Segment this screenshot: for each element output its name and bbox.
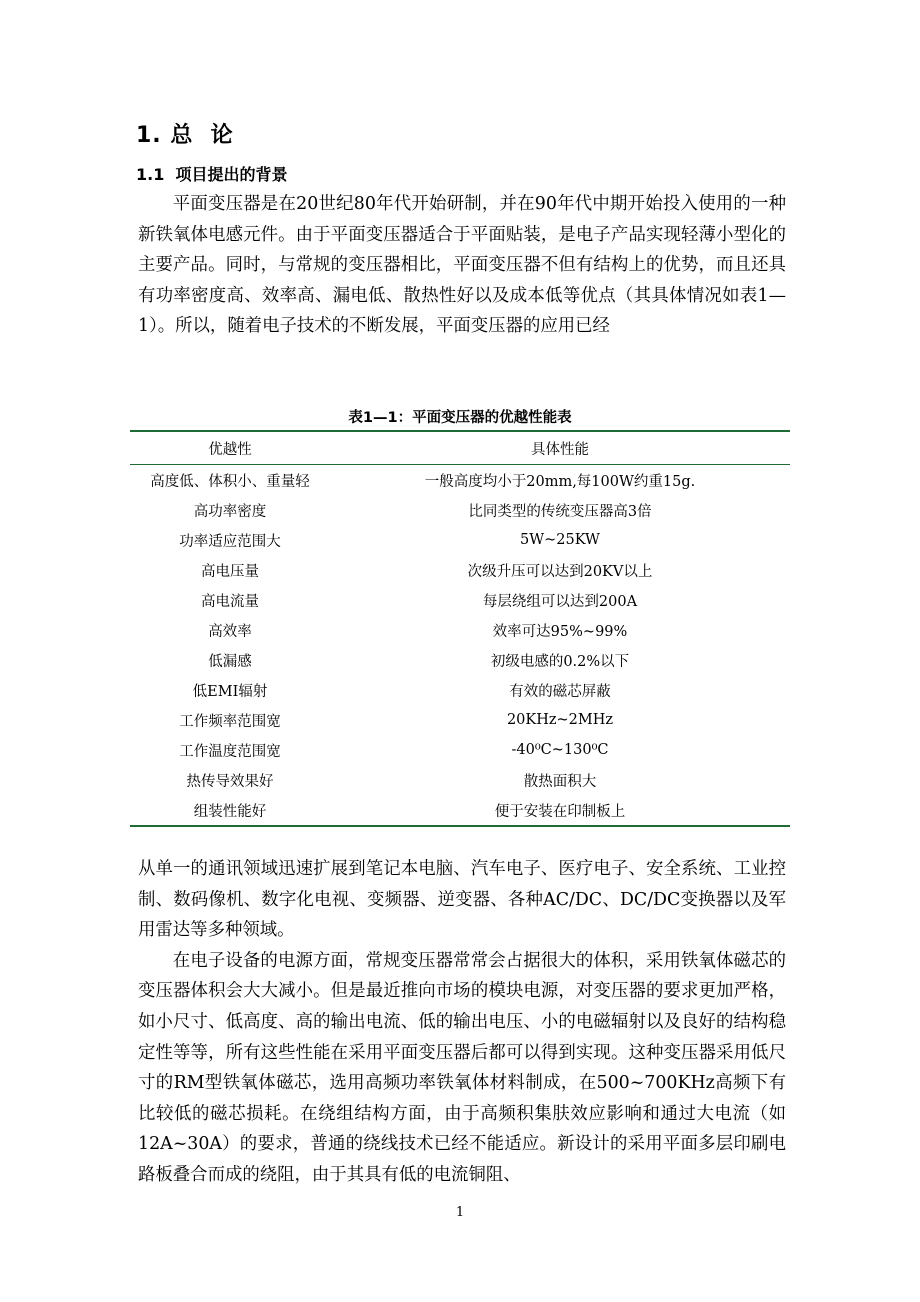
table-header-row: [130, 432, 790, 464]
table-cell: 次级升压可以达到20KV以上: [467, 563, 653, 580]
table-cell: 高功率密度: [193, 503, 267, 520]
table-row: [130, 555, 790, 585]
table-cell: 初级电感的0.2%以下: [490, 653, 630, 670]
table-header-cell: 具体性能: [531, 441, 589, 458]
table-cell: 组装性能好: [193, 803, 267, 820]
table-cell: 高电流量: [201, 593, 259, 610]
table-cell: 热传导效果好: [186, 773, 274, 790]
table-row: [130, 585, 790, 615]
body-text-block: [138, 854, 786, 1191]
table-cell: 比同类型的传统变压器高3倍: [468, 503, 652, 520]
table-cell: 工作频率范围宽: [179, 713, 281, 730]
table-cell: 便于安装在印制板上: [494, 803, 626, 820]
table-row: [130, 705, 790, 735]
performance-table: [130, 430, 790, 827]
table-cell: 有效的磁芯屏蔽: [509, 683, 611, 700]
table-bottom-rule: [130, 825, 790, 827]
table-cell: 高效率: [208, 623, 252, 640]
intro-paragraph-block: [138, 189, 786, 342]
table-cell: 低漏感: [208, 653, 252, 670]
page-number: 1: [455, 1205, 465, 1220]
table-cell: 工作温度范围宽: [179, 743, 281, 760]
table-cell: 低EMI辐射: [192, 683, 268, 700]
table-caption: 表1—1：平面变压器的优越性能表: [348, 410, 572, 426]
table-row: [130, 465, 790, 495]
table-row: [130, 525, 790, 555]
subsection-title: 1.1 项目提出的背景: [136, 165, 288, 184]
table-cell: 20KHz~2MHz: [506, 712, 614, 728]
table-row: [130, 615, 790, 645]
section-title: 1. 总 论: [136, 123, 234, 148]
table-row: [130, 495, 790, 525]
table-row: [130, 765, 790, 795]
table-cell: 高度低、体积小、重量轻: [150, 473, 310, 490]
table-cell: 一般高度均小于20mm,每100W约重15g.: [424, 473, 696, 490]
table-header-cell: 优越性: [208, 441, 252, 458]
table-row: [130, 795, 790, 825]
table-row: [130, 675, 790, 705]
continuation-paragraph: 从单一的通讯领域迅速扩展到笔记本电脑、汽车电子、医疗电子、安全系统、工业控制、数码像机、数字化电视、变频器、逆变器、各种AC/DC、DC/DC变换器以及军用雷达等多种领域。: [138, 859, 786, 941]
table-cell: 效率可达95%~99%: [492, 623, 628, 640]
table-cell: 功率适应范围大: [179, 533, 281, 550]
second-paragraph: 在电子设备的电源方面，常规变压器常常会占据很大的体积，采用铁氧体磁芯的变压器体积会大大减小。但是最近推向市场的模块电源，对变压器的要求更加严格，如小尺寸、低高度、高的输出电流、低的输出电压、小的电磁辐射以及良好的结构稳定性等等，所有这些性能在采用平面变压器后都可以得到实现。这种变压器采用低尺寸的RM型铁氧体磁芯，选用高频功率铁氧体材料制成，在500~700KHz高频下有比较低的磁芯损耗。在绕组结构方面，由于高频积集肤效应影响和通过大电流（如12A~30A）的要求，普通的绕线技术已经不能适应。新设计的采用平面多层印刷电路板叠合而成的绕阻，由于其具有低的电流铜阻、: [138, 950, 786, 1185]
table-row: [130, 645, 790, 675]
table-cell: -40⁰C~130⁰C: [511, 742, 609, 758]
table-cell: 5W~25KW: [520, 532, 600, 548]
table-cell: 散热面积大: [523, 773, 597, 790]
table-row: [130, 735, 790, 765]
table-body: [130, 465, 790, 825]
table-cell: 高电压量: [201, 563, 259, 580]
table-cell: 每层绕组可以达到200A: [482, 593, 638, 610]
intro-paragraph: 平面变压器是在20世纪80年代开始研制，并在90年代中期开始投入使用的一种新铁氧体电感元件。由于平面变压器适合于平面贴装，是电子产品实现轻薄小型化的主要产品。同时，与常规的变压器相比，平面变压器不但有结构上的优势，而且还具有功率密度高、效率高、漏电低、散热性好以及成本低等优点（其具体情况如表1—1）。所以，随着电子技术的不断发展，平面变压器的应用已经: [138, 194, 786, 337]
